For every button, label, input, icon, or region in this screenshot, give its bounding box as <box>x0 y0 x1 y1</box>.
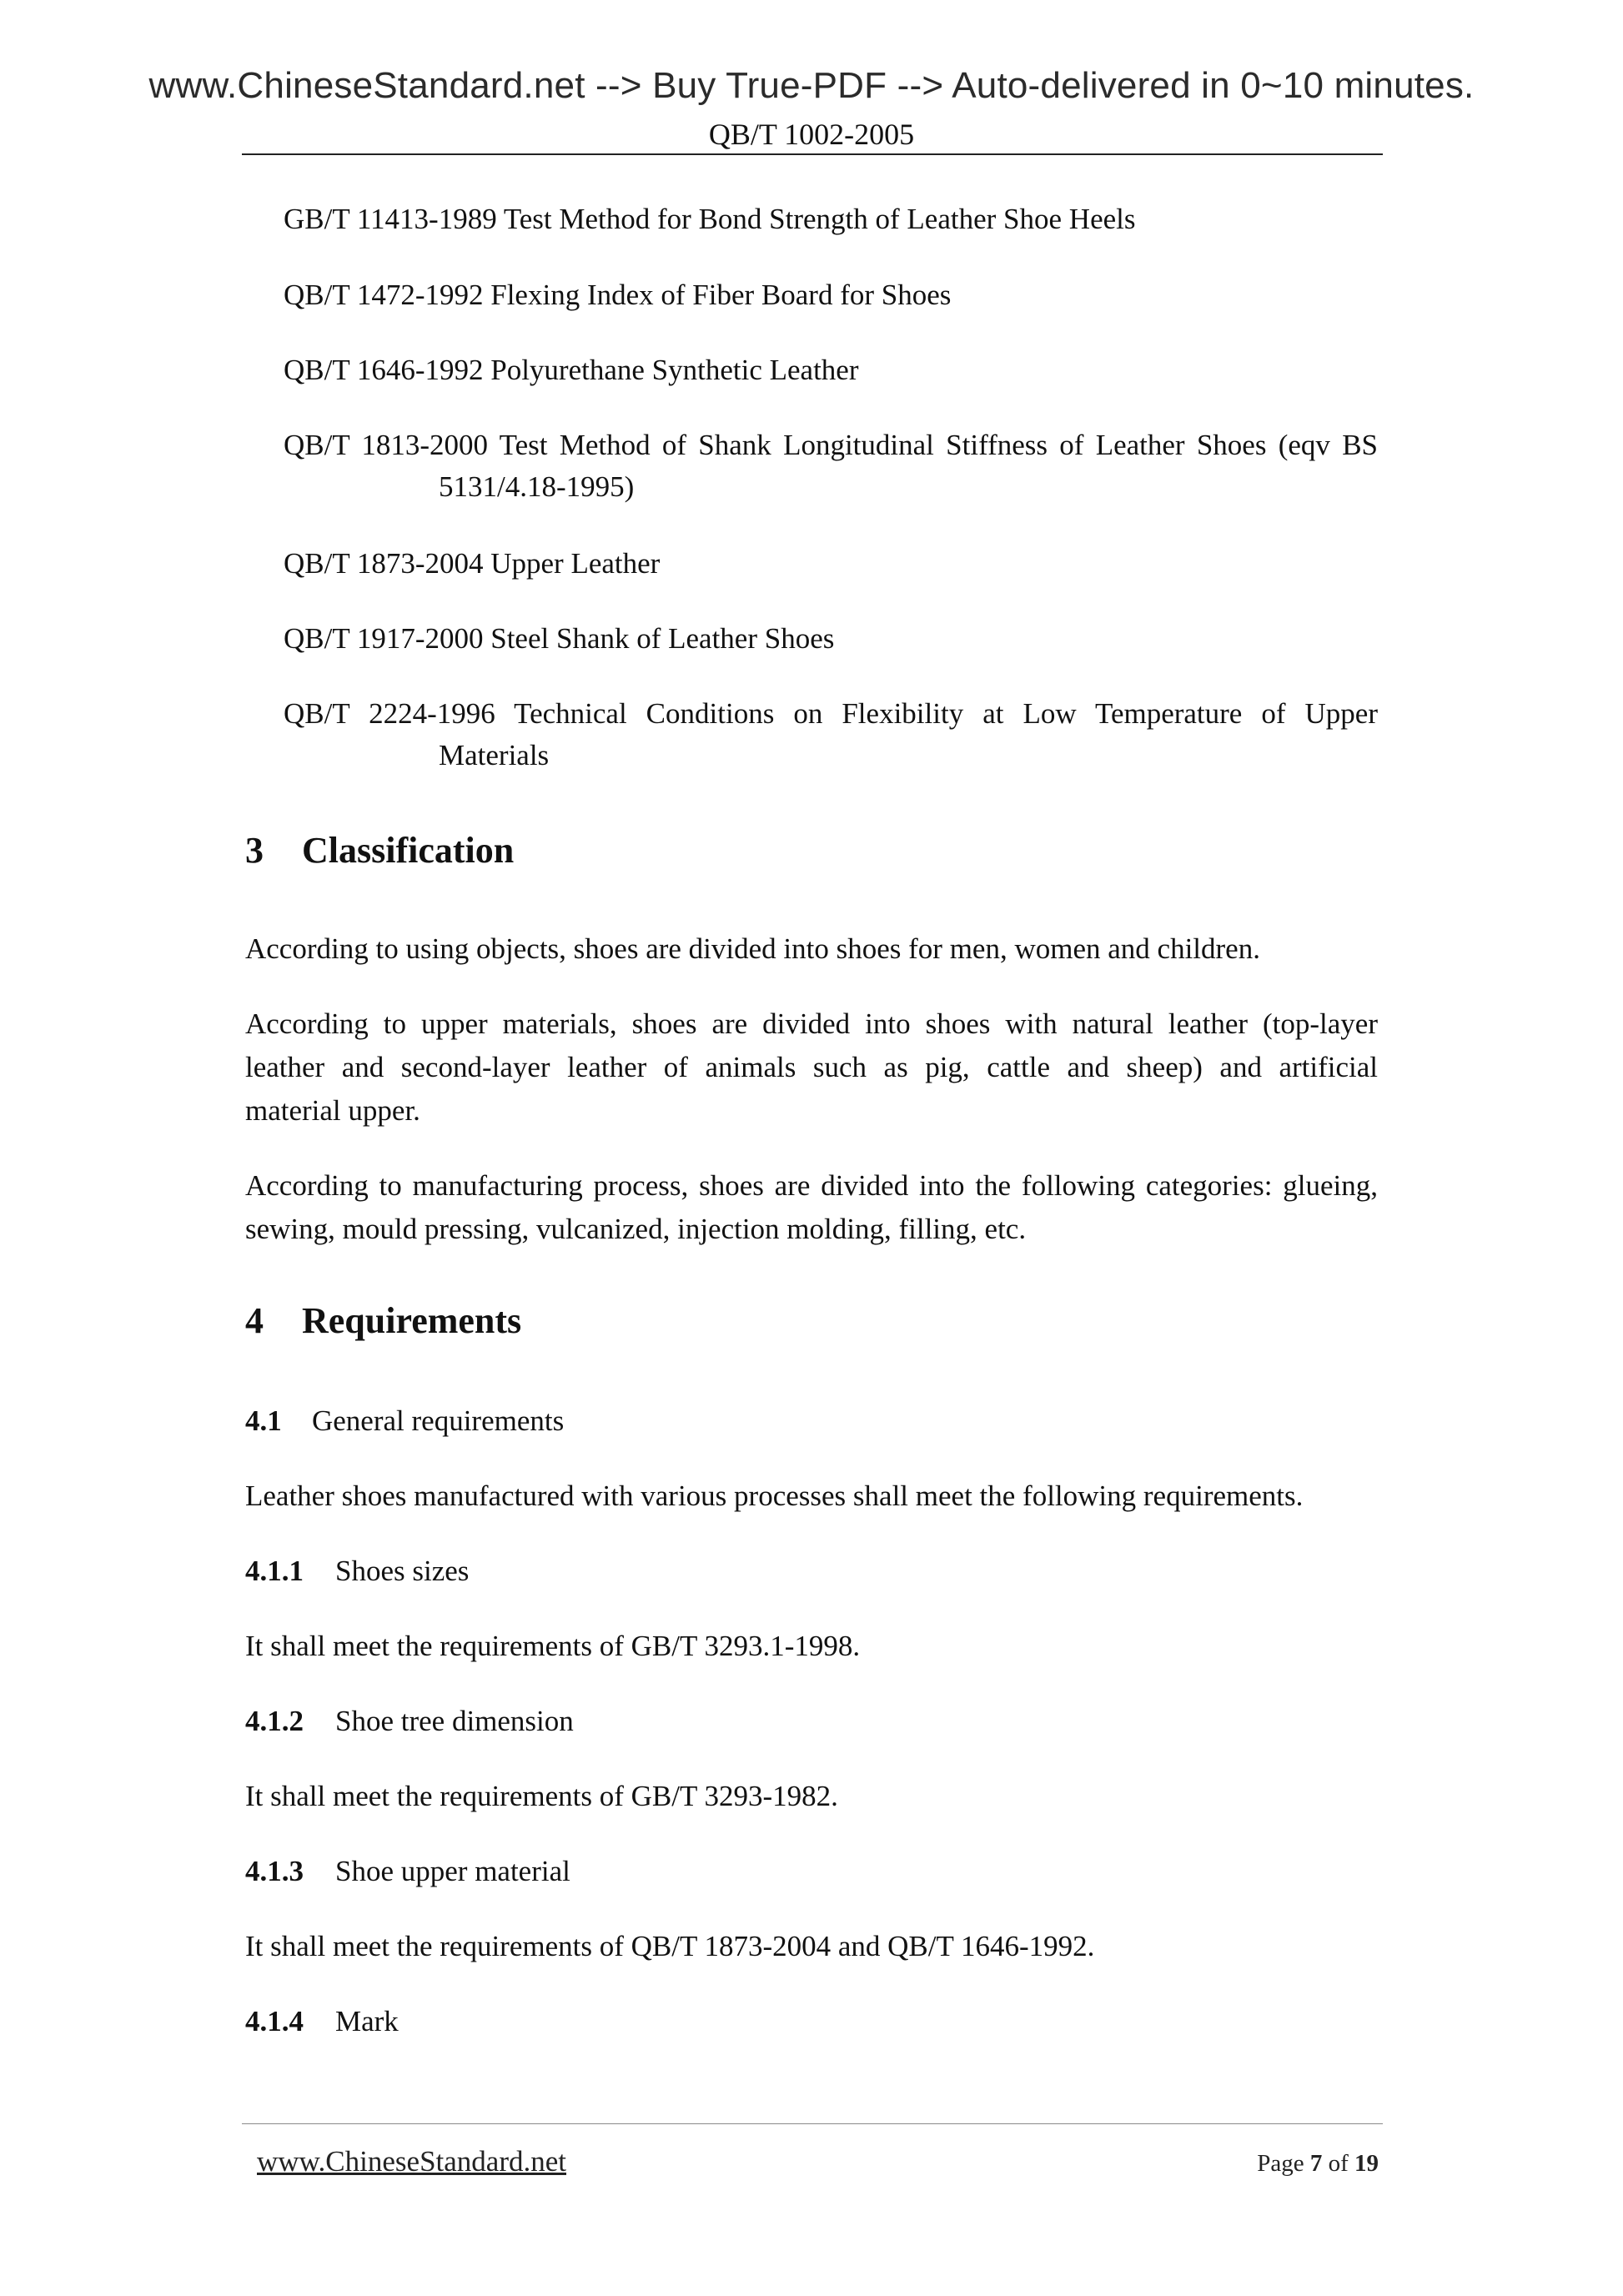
section-number: 3 <box>245 830 264 871</box>
subsection-heading <box>245 1550 469 1593</box>
paragraph: It shall meet the requirements of GB/T 3293.1-1998. <box>245 1630 861 1662</box>
reference-item: QB/T 1917-2000 Steel Shank of Leather Shoes <box>284 622 835 655</box>
subsection-number: 4.1.1 <box>245 1555 304 1587</box>
subsection-title: Shoe tree dimension <box>335 1705 574 1737</box>
reference-item: QB/T 1873-2004 Upper Leather <box>284 547 661 580</box>
reference-item: QB/T 2224-1996 Technical Conditions on Flexibility at Low Temperature of Upper <box>284 697 1378 730</box>
section-heading-requirements <box>245 1299 521 1342</box>
footer-website-link[interactable]: www.ChineseStandard.net <box>257 2145 566 2178</box>
subsection-number: 4.1.2 <box>245 1705 304 1737</box>
download-banner[interactable]: www.ChineseStandard.net --> Buy True-PDF --> Auto-delivered in 0~10 minutes. <box>148 65 1475 106</box>
reference-item: QB/T 1472-1992 Flexing Index of Fiber Board for Shoes <box>284 279 952 311</box>
subsection-number: 4.1.4 <box>245 2005 304 2037</box>
subsection-title: Mark <box>335 2005 399 2037</box>
standard-code-header: QB/T 1002-2005 <box>708 118 915 151</box>
reference-item-continuation: Materials <box>439 739 550 771</box>
section-title: Requirements <box>302 1300 522 1341</box>
paragraph-line: According to upper materials, shoes are divided into shoes with natural leather (top-layer <box>245 1007 1378 1040</box>
reference-item: QB/T 1813-2000 Test Method of Shank Longitudinal Stiffness of Leather Shoes (eqv BS <box>284 429 1378 461</box>
page-of: of <box>1328 2150 1349 2177</box>
page-total: 19 <box>1354 2150 1379 2177</box>
reference-item: GB/T 11413-1989 Test Method for Bond Strength of Leather Shoe Heels <box>284 203 1136 235</box>
paragraph-line: material upper. <box>245 1094 420 1127</box>
subsection-title: General requirements <box>312 1404 565 1437</box>
subsection-heading <box>245 1700 574 1743</box>
paragraph-line: sewing, mould pressing, vulcanized, injection molding, filling, etc. <box>245 1213 1027 1245</box>
subsection-number: 4.1 <box>245 1404 282 1437</box>
page-prefix: Page <box>1257 2150 1304 2177</box>
section-title: Classification <box>302 830 515 871</box>
paragraph: Leather shoes manufactured with various processes shall meet the following requirements. <box>245 1480 1304 1512</box>
reference-item: QB/T 1646-1992 Polyurethane Synthetic Leather <box>284 354 859 386</box>
subsection-heading <box>245 1850 570 1893</box>
subsection-heading <box>245 2000 399 2043</box>
paragraph: According to using objects, shoes are divided into shoes for men, women and children. <box>245 932 1260 965</box>
subsection-title: Shoes sizes <box>335 1555 470 1587</box>
page-current: 7 <box>1309 2150 1323 2177</box>
paragraph-line: leather and second-layer leather of animals such as pig, cattle and sheep) and artificial <box>245 1051 1378 1083</box>
page-indicator <box>1257 2150 1379 2178</box>
paragraph-line: According to manufacturing process, shoes are divided into the following categories: glueing, <box>245 1169 1378 1202</box>
subsection-heading <box>245 1399 564 1443</box>
header-divider <box>242 153 1383 155</box>
paragraph: It shall meet the requirements of GB/T 3293-1982. <box>245 1780 838 1812</box>
section-heading-classification <box>245 829 514 872</box>
paragraph <box>245 1002 1378 1133</box>
subsection-title: Shoe upper material <box>335 1855 570 1887</box>
section-number: 4 <box>245 1300 264 1341</box>
footer-divider <box>242 2123 1383 2124</box>
paragraph: It shall meet the requirements of QB/T 1873-2004 and QB/T 1646-1992. <box>245 1930 1095 1962</box>
reference-item-continuation: 5131/4.18-1995) <box>439 470 635 503</box>
paragraph <box>245 1164 1378 1251</box>
subsection-number: 4.1.3 <box>245 1855 304 1887</box>
